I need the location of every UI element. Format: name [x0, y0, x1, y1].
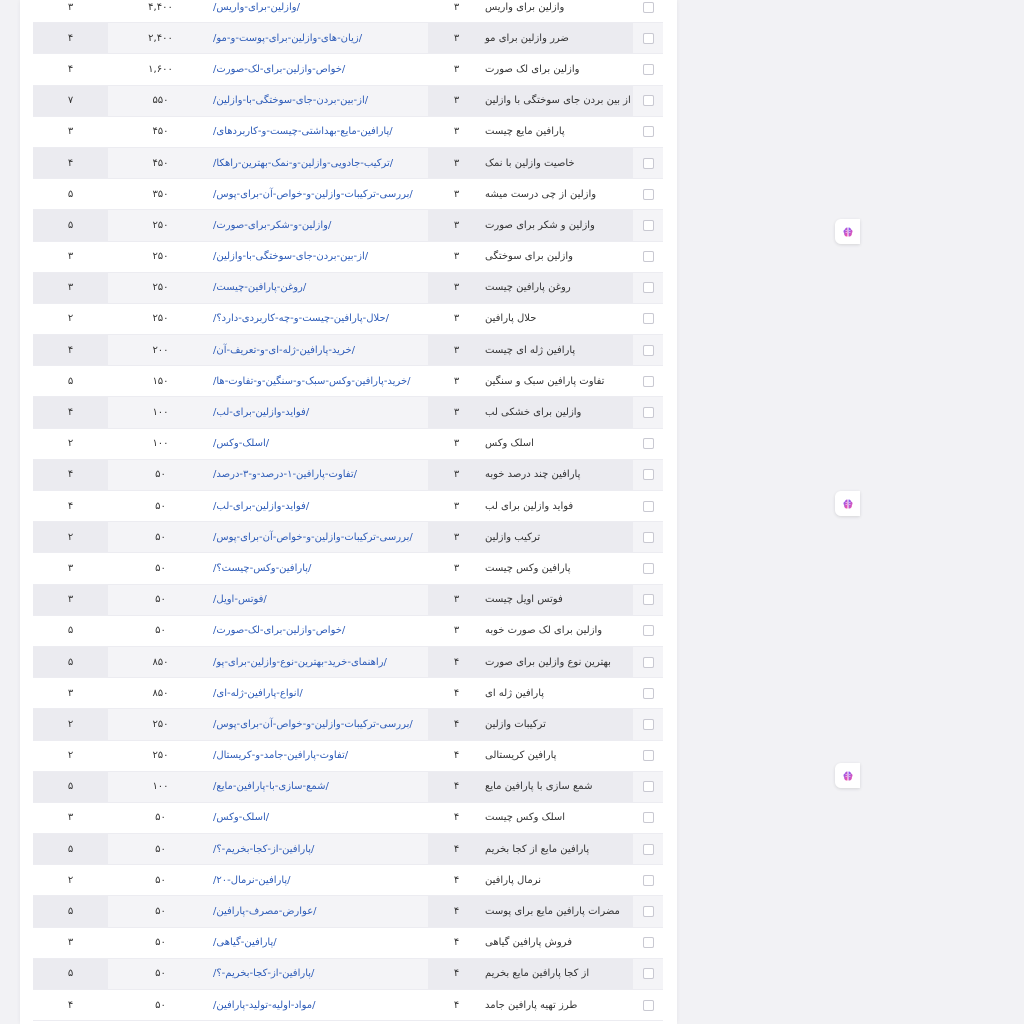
volume-cell: ۵۰ — [155, 531, 166, 543]
row-checkbox[interactable] — [643, 719, 654, 730]
position-cell: ۴ — [428, 772, 485, 802]
row-checkbox[interactable] — [643, 376, 654, 387]
table-row — [33, 0, 663, 23]
table-row — [33, 522, 663, 553]
row-checkbox-cell — [633, 242, 663, 272]
url-link[interactable]: /خرید-پارافین-ژله-ای-و-تعریف-آن/ — [213, 344, 356, 356]
row-checkbox-cell — [633, 304, 663, 334]
difficulty-cell: ۴ — [33, 335, 108, 365]
url-link[interactable]: /پارافین-از-کجا-بخریم-؟/ — [213, 843, 315, 855]
row-checkbox-cell — [633, 0, 663, 22]
volume-cell: ۵۰ — [155, 594, 166, 606]
url-link[interactable]: /پارافین-نرمال-۲۰/ — [213, 874, 291, 886]
table-row — [33, 834, 663, 865]
volume-cell: ۵۰ — [155, 812, 166, 824]
difficulty-cell: ۲ — [67, 438, 74, 450]
difficulty-cell: ۴ — [67, 500, 74, 512]
difficulty-cell: ۲ — [67, 874, 74, 886]
table-row — [33, 304, 663, 335]
row-checkbox-cell — [633, 491, 663, 521]
url-link[interactable]: /عوارض-مصرف-پارافین/ — [213, 906, 317, 918]
difficulty-cell: ۵ — [67, 625, 74, 637]
difficulty-cell: ۵ — [33, 772, 108, 802]
difficulty-cell: ۲ — [33, 709, 108, 739]
keyword-cell: خاصیت وازلین با نمک — [485, 148, 633, 178]
keyword-cell: پارافین ژله ای — [485, 687, 545, 699]
position-cell: ۴ — [428, 709, 485, 739]
table-row — [33, 54, 663, 85]
table-row — [33, 86, 663, 117]
volume-cell: ۴۵۰ — [152, 157, 169, 169]
difficulty-cell: ۳ — [67, 562, 74, 574]
difficulty-cell: ۵ — [33, 834, 108, 864]
url-link[interactable]: /راهنمای-خرید-بهترین-نوع-وازلین-برای-پو/ — [213, 656, 387, 668]
volume-cell: ۵۰ — [155, 906, 166, 918]
row-checkbox-cell — [633, 460, 663, 490]
keyword-cell: شمع سازی با پارافین مایع — [485, 772, 633, 802]
url-link[interactable]: /از-بین-بردن-جای-سوختگی-با-وازلین/ — [213, 251, 369, 263]
url-link[interactable]: /روغن-پارافین-چیست/ — [213, 282, 307, 294]
position-cell: ۳ — [453, 438, 460, 450]
position-cell: ۳ — [453, 126, 460, 138]
table-row — [33, 772, 663, 803]
url-link[interactable]: /فواید-وازلین-برای-لب/ — [213, 407, 310, 419]
table-row — [33, 553, 663, 584]
row-checkbox[interactable] — [643, 781, 654, 792]
keyword-cell: وازلین برای واریس — [485, 1, 565, 13]
row-checkbox[interactable] — [643, 625, 654, 636]
row-checkbox[interactable] — [643, 532, 654, 543]
volume-cell: ۸۵۰ — [152, 687, 169, 699]
row-checkbox[interactable] — [643, 220, 654, 231]
url-link[interactable]: /اسلک-وکس/ — [213, 812, 270, 824]
table-row — [33, 242, 663, 273]
volume-cell: ۳۵۰ — [152, 188, 169, 200]
difficulty-cell: ۲ — [67, 750, 74, 762]
row-checkbox[interactable] — [643, 501, 654, 512]
row-checkbox-cell — [633, 803, 663, 833]
row-checkbox-cell — [633, 335, 663, 365]
row-checkbox-cell — [633, 210, 663, 240]
brain-icon — [842, 226, 854, 238]
row-checkbox-cell — [633, 772, 663, 802]
url-link[interactable]: /اسلک-وکس/ — [213, 438, 270, 450]
row-checkbox-cell — [633, 928, 663, 958]
keyword-cell: فوتس اویل چیست — [485, 585, 633, 615]
volume-cell: ۲۵۰ — [152, 219, 169, 231]
row-checkbox-cell — [633, 678, 663, 708]
position-cell: ۴ — [428, 647, 485, 677]
table-row — [33, 23, 663, 54]
keyword-cell: وازلین از چی درست میشه — [485, 188, 597, 200]
keywords-table — [33, 0, 663, 1021]
difficulty-cell: ۳ — [67, 1, 74, 13]
difficulty-cell: ۳ — [33, 585, 108, 615]
keyword-cell: بهترین نوع وازلین برای صورت — [485, 647, 633, 677]
keyword-cell: از کجا پارافین مایع بخریم — [485, 959, 633, 989]
keyword-cell: مضرات پارافین مایع برای پوست — [485, 896, 633, 926]
volume-cell: ۵۰ — [155, 843, 166, 855]
volume-cell: ۵۰ — [155, 500, 166, 512]
keyword-cell: نرمال پارافین — [485, 874, 541, 886]
row-checkbox-cell — [633, 709, 663, 739]
row-checkbox-cell — [633, 86, 663, 116]
table-row — [33, 741, 663, 772]
position-cell: ۴ — [428, 896, 485, 926]
keyword-cell: ترکیبات وازلین — [485, 709, 633, 739]
ai-assistant-button-1[interactable] — [835, 219, 860, 244]
row-checkbox[interactable] — [643, 906, 654, 917]
row-checkbox[interactable] — [643, 2, 654, 13]
row-checkbox-cell — [633, 865, 663, 895]
position-cell: ۳ — [453, 251, 460, 263]
volume-cell: ۸۵۰ — [152, 656, 169, 668]
position-cell: ۴ — [453, 937, 460, 949]
row-checkbox[interactable] — [643, 407, 654, 418]
row-checkbox-cell — [633, 54, 663, 84]
url-link[interactable]: /تفاوت-پارافین-جامد-و-کریستال/ — [213, 750, 349, 762]
row-checkbox[interactable] — [643, 345, 654, 356]
difficulty-cell: ۳ — [67, 937, 74, 949]
url-link[interactable]: /از-بین-بردن-جای-سوختگی-با-وازلین/ — [213, 95, 369, 107]
volume-cell: ۱۰۰ — [152, 438, 169, 450]
url-link[interactable]: /بررسی-ترکیبات-وازلین-و-خواص-آن-برای-پوس/ — [213, 718, 413, 730]
row-checkbox[interactable] — [643, 282, 654, 293]
row-checkbox[interactable] — [643, 1000, 654, 1011]
keyword-cell: از بین بردن جای سوختگی با وازلین — [485, 86, 633, 116]
difficulty-cell: ۵ — [33, 896, 108, 926]
difficulty-cell: ۳ — [67, 251, 74, 263]
row-checkbox[interactable] — [643, 750, 654, 761]
volume-cell: ۲۵۰ — [152, 251, 169, 263]
volume-cell: ۴,۴۰۰ — [148, 1, 173, 13]
difficulty-cell: ۵ — [33, 647, 108, 677]
volume-cell: ۵۰ — [155, 625, 166, 637]
brain-icon — [842, 498, 854, 510]
difficulty-cell: ۳ — [67, 126, 74, 138]
position-cell: ۴ — [453, 999, 460, 1011]
keyword-cell: وازلین برای خشکی لب — [485, 397, 633, 427]
keyword-cell: پارافین مایع از کجا بخریم — [485, 834, 633, 864]
table-row — [33, 803, 663, 834]
url-link[interactable]: /خواص-وازلین-برای-لک-صورت/ — [213, 63, 346, 75]
row-checkbox-cell — [633, 647, 663, 677]
row-checkbox[interactable] — [643, 158, 654, 169]
row-checkbox-cell — [633, 616, 663, 646]
url-link[interactable]: /خرید-پارافین-وکس-سبک-و-سنگین-و-تفاوت-ها/ — [213, 375, 411, 387]
volume-cell: ۱۰۰ — [152, 407, 169, 419]
table-row — [33, 928, 663, 959]
difficulty-cell: ۳ — [33, 273, 108, 303]
table-row — [33, 896, 663, 927]
position-cell: ۳ — [428, 23, 485, 53]
table-row — [33, 491, 663, 522]
volume-cell: ۲۵۰ — [152, 313, 169, 325]
row-checkbox[interactable] — [643, 844, 654, 855]
url-link[interactable]: /پارافین-گیاهی/ — [213, 937, 277, 949]
row-checkbox-cell — [633, 959, 663, 989]
keyword-cell: وازلین برای لک صورت خوبه — [485, 625, 603, 637]
table-row — [33, 647, 663, 678]
keyword-cell: وازلین برای سوختگی — [485, 251, 573, 263]
row-checkbox-cell — [633, 553, 663, 583]
row-checkbox-cell — [633, 117, 663, 147]
url-link[interactable]: /ترکیب-جادویی-وازلین-و-نمک-بهترین-راهکا/ — [213, 157, 394, 169]
row-checkbox[interactable] — [643, 313, 654, 324]
volume-cell: ۲۵۰ — [152, 750, 169, 762]
ai-assistant-button-2[interactable] — [835, 491, 860, 516]
position-cell: ۳ — [453, 313, 460, 325]
row-checkbox-cell — [633, 990, 663, 1020]
position-cell: ۳ — [428, 397, 485, 427]
position-cell: ۳ — [428, 210, 485, 240]
keyword-cell: حلال پارافین — [485, 313, 537, 325]
position-cell: ۴ — [453, 687, 460, 699]
position-cell: ۳ — [453, 500, 460, 512]
row-checkbox-cell — [633, 148, 663, 178]
position-cell: ۳ — [428, 148, 485, 178]
volume-cell: ۵۰ — [155, 469, 166, 481]
keyword-cell: پارافین چند درصد خوبه — [485, 460, 633, 490]
row-checkbox[interactable] — [643, 251, 654, 262]
keyword-cell: روغن پارافین چیست — [485, 273, 633, 303]
keyword-cell: پارافین وکس چیست — [485, 562, 571, 574]
table-row — [33, 210, 663, 241]
url-link[interactable]: /پارافین-مایع-بهداشتی-چیست-و-کاربردهای/ — [213, 126, 393, 138]
row-checkbox[interactable] — [643, 95, 654, 106]
difficulty-cell: ۵ — [33, 959, 108, 989]
row-checkbox-cell — [633, 741, 663, 771]
volume-cell: ۱۵۰ — [152, 375, 169, 387]
position-cell: ۳ — [453, 625, 460, 637]
keyword-cell: فروش پارافین گیاهی — [485, 937, 572, 949]
difficulty-cell: ۴ — [33, 148, 108, 178]
url-link[interactable]: /خواص-وازلین-برای-لک-صورت/ — [213, 625, 346, 637]
position-cell: ۳ — [428, 273, 485, 303]
position-cell: ۴ — [453, 874, 460, 886]
volume-cell: ۱۰۰ — [152, 781, 169, 793]
table-row — [33, 429, 663, 460]
volume-cell: ۵۵۰ — [152, 95, 169, 107]
difficulty-cell: ۵ — [67, 188, 74, 200]
keyword-cell: اسلک وکس چیست — [485, 812, 566, 824]
table-row — [33, 117, 663, 148]
row-checkbox-cell — [633, 834, 663, 864]
ai-assistant-button-3[interactable] — [835, 763, 860, 788]
difficulty-cell: ۷ — [33, 86, 108, 116]
url-link[interactable]: /زیان-های-وازلین-برای-پوست-و-مو/ — [213, 32, 363, 44]
volume-cell: ۵۰ — [155, 999, 166, 1011]
row-checkbox[interactable] — [643, 189, 654, 200]
url-link[interactable]: /وازلین-برای-واریس/ — [213, 1, 300, 13]
table-row — [33, 990, 663, 1021]
row-checkbox[interactable] — [643, 594, 654, 605]
table-row — [33, 397, 663, 428]
url-link[interactable]: /وازلین-و-شکر-برای-صورت/ — [213, 219, 332, 231]
keyword-cell: اسلک وکس — [485, 438, 534, 450]
keyword-cell: ضرر وازلین برای مو — [485, 23, 633, 53]
row-checkbox-cell — [633, 366, 663, 396]
volume-cell: ۴۵۰ — [152, 126, 169, 138]
volume-cell: ۱,۶۰۰ — [148, 63, 173, 75]
difficulty-cell: ۴ — [67, 63, 74, 75]
row-checkbox-cell — [633, 397, 663, 427]
position-cell: ۳ — [453, 562, 460, 574]
difficulty-cell: ۲ — [33, 522, 108, 552]
row-checkbox[interactable] — [643, 126, 654, 137]
row-checkbox[interactable] — [643, 469, 654, 480]
keyword-cell: پارافین ژله ای چیست — [485, 335, 633, 365]
difficulty-cell: ۳ — [67, 687, 74, 699]
keyword-cell: پارافین مایع چیست — [485, 126, 565, 138]
brain-icon — [842, 770, 854, 782]
volume-cell: ۵۰ — [155, 562, 166, 574]
row-checkbox[interactable] — [643, 438, 654, 449]
row-checkbox[interactable] — [643, 563, 654, 574]
row-checkbox[interactable] — [643, 657, 654, 668]
row-checkbox-cell — [633, 23, 663, 53]
keyword-cell: طرز تهیه پارافین جامد — [485, 999, 578, 1011]
row-checkbox[interactable] — [643, 688, 654, 699]
row-checkbox[interactable] — [643, 968, 654, 979]
row-checkbox-cell — [633, 896, 663, 926]
volume-cell: ۲۵۰ — [152, 718, 169, 730]
position-cell: ۳ — [453, 188, 460, 200]
url-link[interactable]: /حلال-پارافین-چیست-و-چه-کاربردی-دارد؟/ — [213, 313, 390, 325]
url-link[interactable]: /تفاوت-پارافین-۱-درصد-و-۳-درصد/ — [213, 469, 358, 481]
table-row — [33, 678, 663, 709]
difficulty-cell: ۴ — [67, 999, 74, 1011]
position-cell: ۳ — [428, 86, 485, 116]
url-link[interactable]: /فوتس-اویل/ — [213, 594, 267, 606]
row-checkbox[interactable] — [643, 33, 654, 44]
keyword-cell: ترکیب وازلین — [485, 522, 633, 552]
table-row — [33, 865, 663, 896]
table-row — [33, 366, 663, 397]
volume-cell: ۵۰ — [155, 968, 166, 980]
table-row — [33, 179, 663, 210]
position-cell: ۳ — [428, 460, 485, 490]
volume-cell: ۵۰ — [155, 937, 166, 949]
difficulty-cell: ۵ — [67, 375, 74, 387]
row-checkbox-cell — [633, 273, 663, 303]
keyword-cell: وازلین و شکر برای صورت — [485, 210, 633, 240]
position-cell: ۴ — [453, 750, 460, 762]
position-cell: ۳ — [428, 335, 485, 365]
table-row — [33, 616, 663, 647]
keyword-cell: پارافین کریستالی — [485, 750, 557, 762]
url-link[interactable]: /بررسی-ترکیبات-وازلین-و-خواص-آن-برای-پوس/ — [213, 531, 413, 543]
url-link[interactable]: /بررسی-ترکیبات-وازلین-و-خواص-آن-برای-پوس/ — [213, 188, 413, 200]
keyword-cell: فواید وازلین برای لب — [485, 500, 574, 512]
url-link[interactable]: /پارافین-از-کجا-بخریم-؟/ — [213, 968, 315, 980]
volume-cell: ۵۰ — [155, 874, 166, 886]
row-checkbox-cell — [633, 179, 663, 209]
position-cell: ۴ — [428, 959, 485, 989]
difficulty-cell: ۲ — [67, 313, 74, 325]
table-row — [33, 959, 663, 990]
position-cell: ۳ — [453, 63, 460, 75]
url-link[interactable]: /فواید-وازلین-برای-لب/ — [213, 500, 310, 512]
table-row — [33, 273, 663, 304]
position-cell: ۴ — [453, 812, 460, 824]
url-link[interactable]: /مواد-اولیه-تولید-پارافین/ — [213, 999, 316, 1011]
row-checkbox[interactable] — [643, 812, 654, 823]
table-row — [33, 709, 663, 740]
table-row — [33, 460, 663, 491]
url-link[interactable]: /شمع-سازی-با-پارافین-مایع/ — [213, 781, 329, 793]
difficulty-cell: ۴ — [33, 397, 108, 427]
url-link[interactable]: /انواع-پارافین-ژله-ای/ — [213, 687, 303, 699]
difficulty-cell: ۴ — [33, 23, 108, 53]
difficulty-cell: ۵ — [33, 210, 108, 240]
volume-cell: ۲۵۰ — [152, 282, 169, 294]
position-cell: ۳ — [453, 375, 460, 387]
volume-cell: ۲۰۰ — [152, 344, 169, 356]
row-checkbox-cell — [633, 429, 663, 459]
volume-cell: ۲,۴۰۰ — [148, 32, 173, 44]
position-cell: ۳ — [428, 585, 485, 615]
row-checkbox[interactable] — [643, 875, 654, 886]
row-checkbox[interactable] — [643, 937, 654, 948]
table-row — [33, 148, 663, 179]
row-checkbox-cell — [633, 522, 663, 552]
difficulty-cell: ۴ — [33, 460, 108, 490]
position-cell: ۳ — [428, 522, 485, 552]
keyword-cell: وازلین برای لک صورت — [485, 63, 580, 75]
keyword-cell: تفاوت پارافین سبک و سنگین — [485, 375, 605, 387]
difficulty-cell: ۳ — [67, 812, 74, 824]
table-row — [33, 335, 663, 366]
url-link[interactable]: /پارافین-وکس-چیست؟/ — [213, 562, 312, 574]
position-cell: ۴ — [428, 834, 485, 864]
row-checkbox[interactable] — [643, 64, 654, 75]
table-row — [33, 585, 663, 616]
row-checkbox-cell — [633, 585, 663, 615]
position-cell: ۳ — [453, 1, 460, 13]
